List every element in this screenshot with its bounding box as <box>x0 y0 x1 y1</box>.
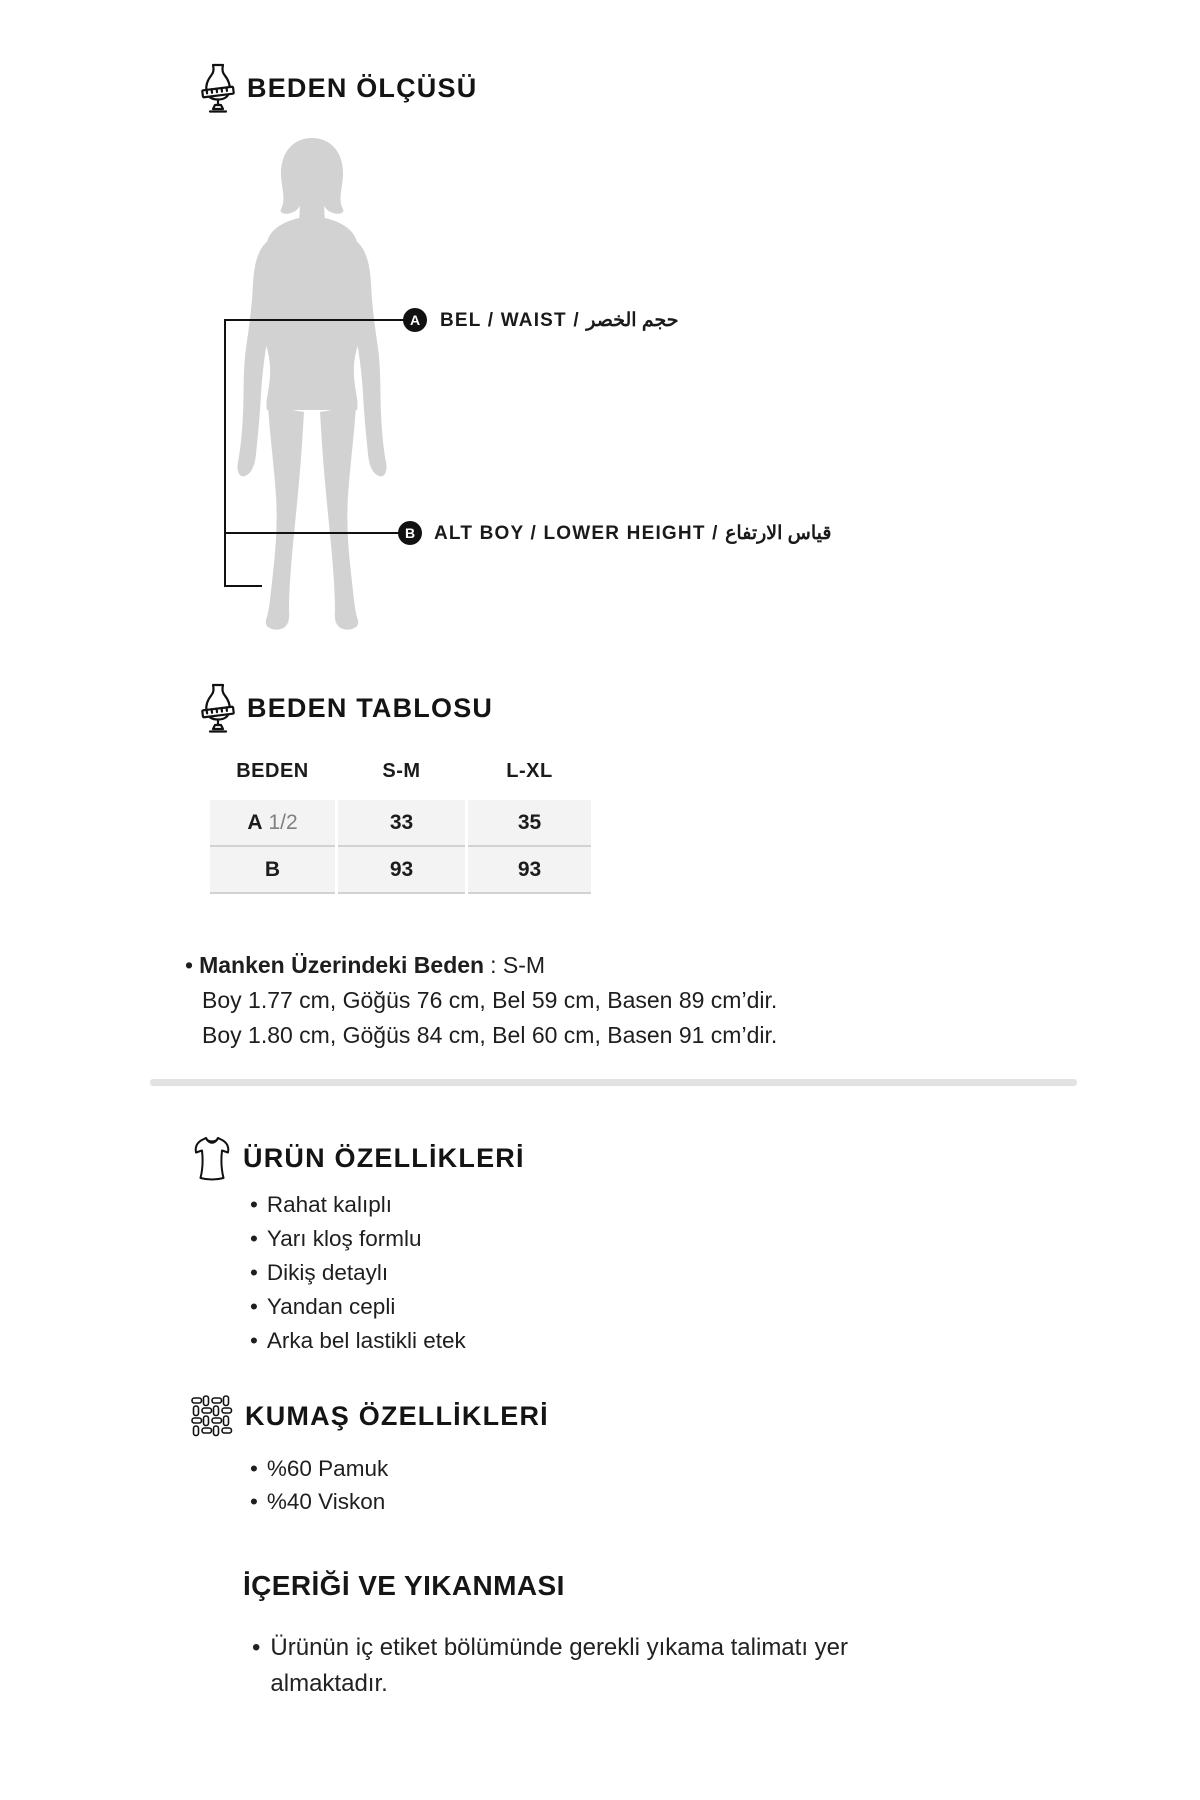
marker-a-letter: A <box>409 312 421 328</box>
product-features-header <box>192 1132 525 1184</box>
dress-form-icon <box>200 683 236 733</box>
care-instruction <box>252 1630 970 1702</box>
table-row <box>210 847 591 894</box>
row-b-label: B <box>264 857 281 881</box>
size-measure-title: BEDEN ÖLÇÜSÜ <box>247 72 478 103</box>
list-item: • %60 Pamuk <box>250 1452 388 1485</box>
product-features-list <box>250 1188 466 1358</box>
fabric-weave-icon <box>190 1394 234 1438</box>
list-item: • Arka bel lastikli etek <box>250 1324 466 1358</box>
fabric-features-title: KUMAŞ ÖZELLİKLERİ <box>245 1400 549 1431</box>
row-b-label-cell <box>210 847 335 894</box>
size-table-header <box>200 682 493 734</box>
model-size-label: Manken Üzerindeki Beden <box>199 952 485 978</box>
waist-label: BEL / WAIST / حجم الخصر <box>440 309 679 331</box>
column-header-sm: S-M <box>382 759 421 782</box>
bracket-vertical-line <box>224 319 226 587</box>
section-divider <box>150 1079 1077 1086</box>
list-item: • Dikiş detaylı <box>250 1256 466 1290</box>
row-a-sm-value: 33 <box>338 800 465 847</box>
body-silhouette <box>212 130 412 630</box>
table-row <box>210 800 591 847</box>
bullet: • <box>185 952 194 978</box>
fabric-features-list <box>250 1452 388 1518</box>
column-header-lxl: L-XL <box>506 759 553 782</box>
marker-b-badge <box>398 521 422 545</box>
size-measure-header <box>200 62 477 114</box>
row-a-label-cell <box>210 800 335 847</box>
row-b-sm-value: 93 <box>338 847 465 894</box>
care-title: İÇERİĞİ VE YIKANMASI <box>243 1570 565 1601</box>
list-item: • Yandan cepli <box>250 1290 466 1324</box>
dress-form-icon <box>200 63 236 113</box>
care-instruction-text: • Ürünün iç etiket bölümünde gerekli yıkama talimatı yer almaktadır. <box>270 1634 848 1697</box>
lower-height-measure-line <box>224 532 400 534</box>
tshirt-icon <box>192 1134 232 1182</box>
fabric-features-header <box>190 1390 549 1442</box>
list-item: • Yarı kloş formlu <box>250 1222 466 1256</box>
marker-a-badge <box>403 308 427 332</box>
marker-b-letter: B <box>404 525 416 541</box>
column-header-beden: BEDEN <box>236 759 309 782</box>
row-b-lxl-value: 93 <box>468 847 591 894</box>
lower-height-label: ALT BOY / LOWER HEIGHT / قياس الارتفاع <box>434 522 832 544</box>
model-size-note <box>185 948 777 1053</box>
bracket-bottom-tick <box>224 585 262 587</box>
row-a-label: A <box>247 810 263 834</box>
model-measurements-line-1: Boy 1.77 cm, Göğüs 76 cm, Bel 59 cm, Basen 89 cm’dir. <box>202 987 778 1013</box>
model-size-value: : S-M <box>490 952 546 978</box>
model-measurements-line-2: Boy 1.80 cm, Göğüs 84 cm, Bel 60 cm, Basen 91 cm’dir. <box>202 1022 778 1048</box>
product-features-title: ÜRÜN ÖZELLİKLERİ <box>243 1142 525 1173</box>
waist-measure-line <box>224 319 405 321</box>
list-item: • %40 Viskon <box>250 1485 388 1518</box>
size-table-title: BEDEN TABLOSU <box>247 692 494 723</box>
row-a-lxl-value: 35 <box>468 800 591 847</box>
row-a-fraction: 1/2 <box>268 810 298 834</box>
list-item: • Rahat kalıplı <box>250 1188 466 1222</box>
model-size-line <box>185 948 777 983</box>
